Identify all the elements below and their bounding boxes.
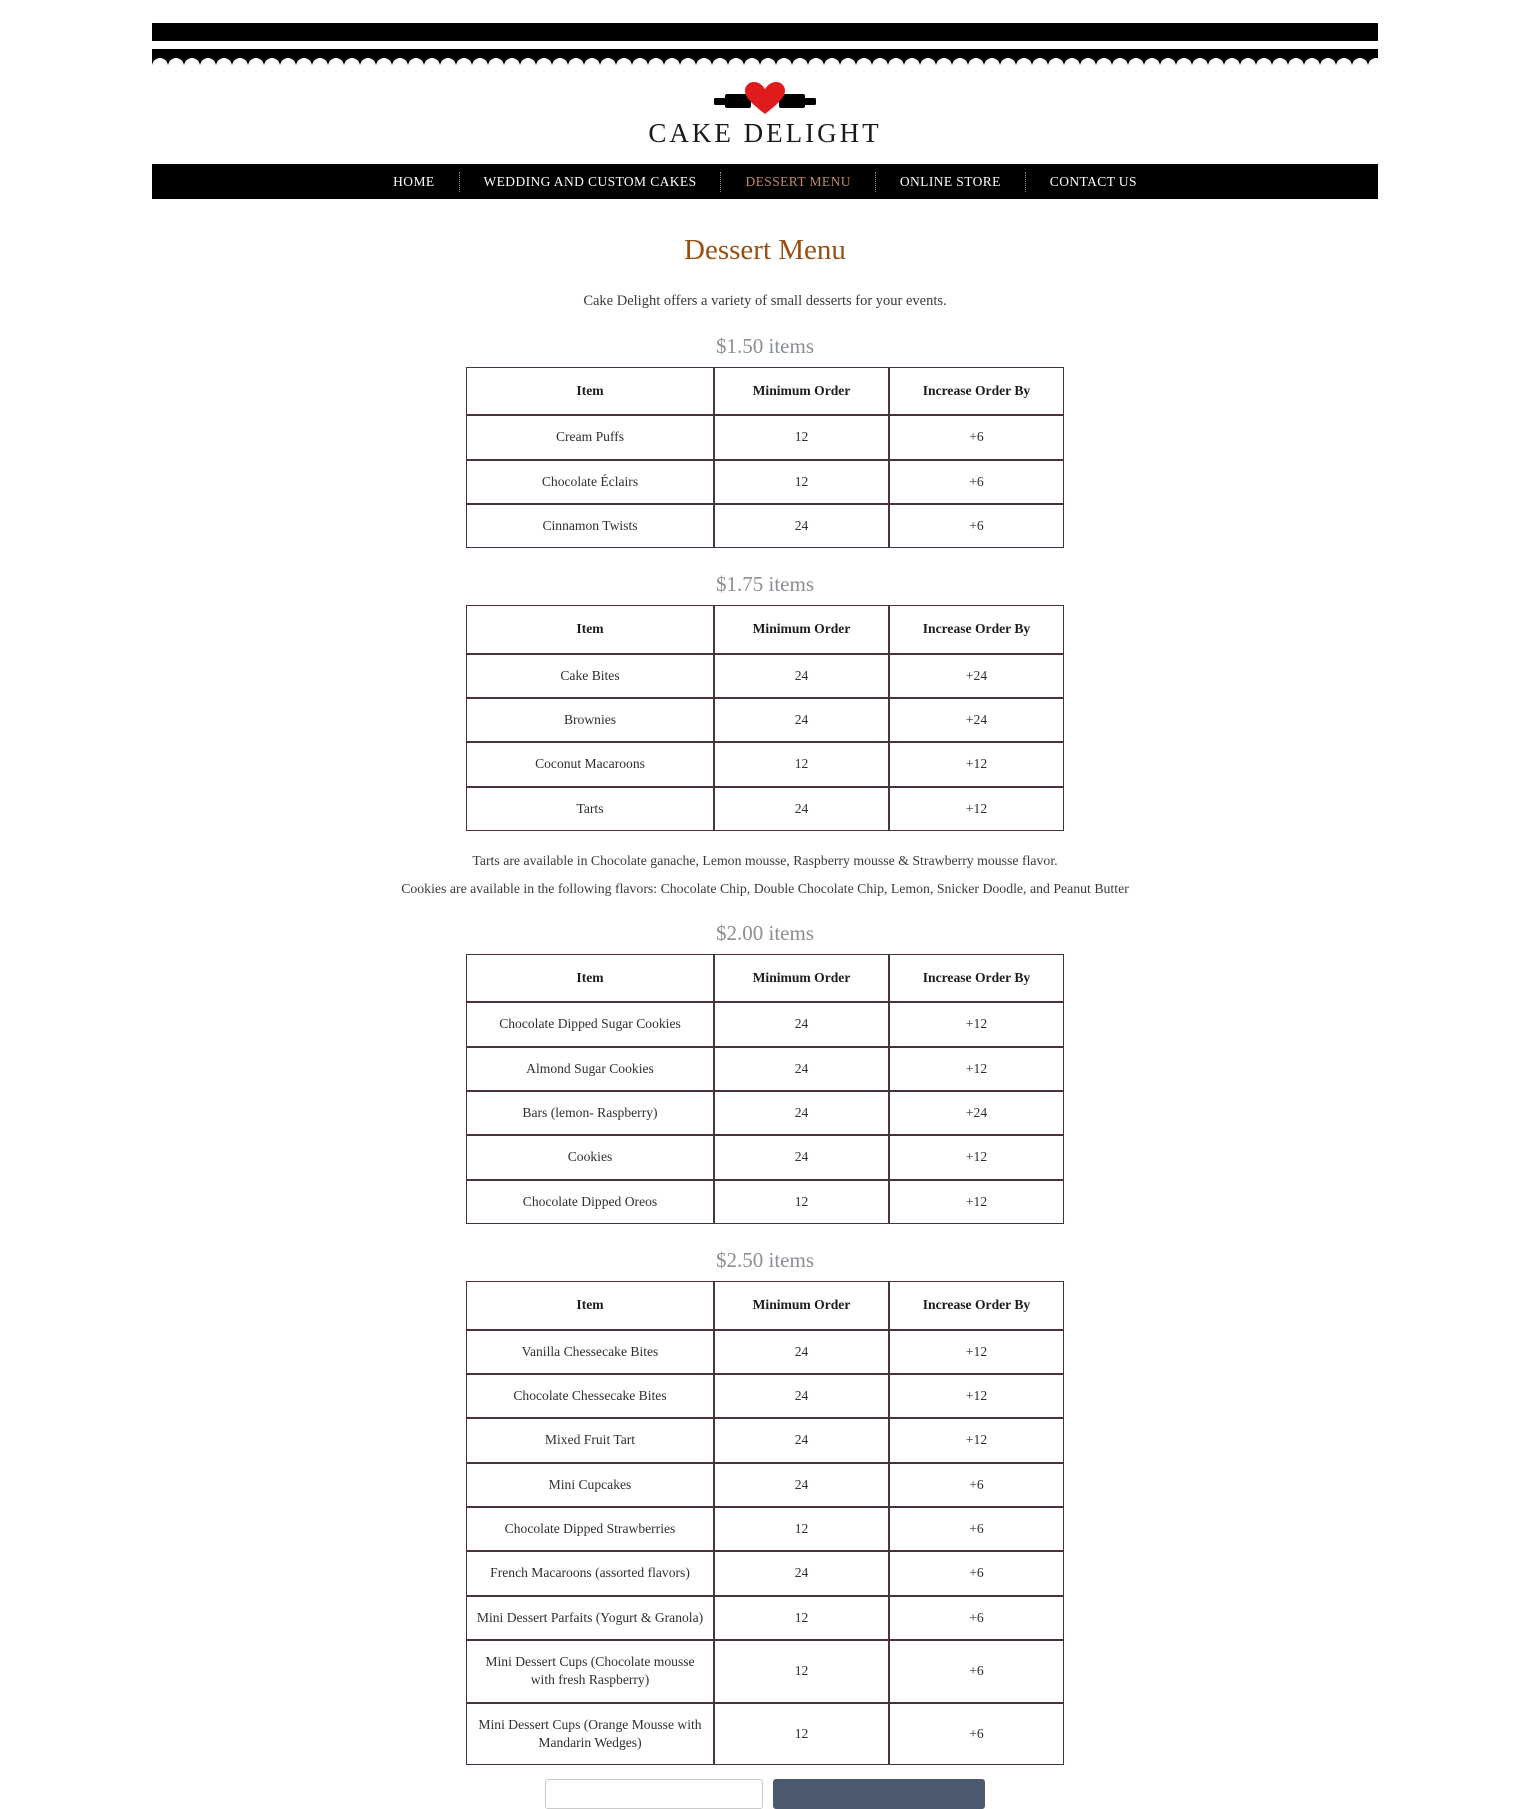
table-row — [466, 1551, 1064, 1595]
cell-inc: +12 — [889, 1418, 1064, 1462]
table-row — [466, 698, 1064, 742]
table-row — [466, 415, 1064, 459]
cell-inc: +12 — [889, 1135, 1064, 1179]
cell-item: Bars (lemon- Raspberry) — [466, 1091, 714, 1135]
cell-inc: +6 — [889, 1507, 1064, 1551]
cell-inc: +24 — [889, 1091, 1064, 1135]
cell-inc: +6 — [889, 1703, 1064, 1766]
table-row — [466, 654, 1064, 698]
table-row — [466, 1091, 1064, 1135]
section-heading-200: $2.00 items — [716, 921, 814, 946]
main-navigation — [152, 164, 1378, 199]
table-row — [466, 1330, 1064, 1374]
table-row — [466, 460, 1064, 504]
decoration-scallop-bar — [152, 49, 1378, 66]
cell-min: 12 — [714, 1640, 889, 1703]
cell-inc: +12 — [889, 742, 1064, 786]
cell-inc: +6 — [889, 1596, 1064, 1640]
menu-table-250 — [466, 1281, 1064, 1765]
cell-min: 24 — [714, 1418, 889, 1462]
section-heading-175: $1.75 items — [716, 572, 814, 597]
cell-inc: +6 — [889, 415, 1064, 459]
page-title: Dessert Menu — [684, 234, 846, 266]
cell-min: 24 — [714, 1047, 889, 1091]
logo-text: CAKE DELIGHT — [648, 118, 882, 148]
cell-item: Chocolate Dipped Strawberries — [466, 1507, 714, 1551]
cell-item: Cream Puffs — [466, 415, 714, 459]
cell-min: 24 — [714, 1374, 889, 1418]
column-header-item: Item — [466, 1281, 714, 1329]
cell-min: 24 — [714, 1463, 889, 1507]
cell-item: French Macaroons (assorted flavors) — [466, 1551, 714, 1595]
cell-min: 24 — [714, 654, 889, 698]
cell-min: 24 — [714, 1551, 889, 1595]
cell-inc: +6 — [889, 1640, 1064, 1703]
subscribe-email-input[interactable] — [545, 1779, 763, 1809]
cell-inc: +6 — [889, 460, 1064, 504]
note-cookies: Cookies are available in the following flavors: Chocolate Chip, Double Chocolate Chip, Lemon, Snicker Doodle, and Peanut Butter — [401, 881, 1129, 897]
table-header-row — [466, 367, 1064, 415]
cell-min: 12 — [714, 1507, 889, 1551]
cell-min: 24 — [714, 1135, 889, 1179]
section-heading-250: $2.50 items — [716, 1248, 814, 1273]
nav-item-online-store[interactable]: ONLINE STORE — [899, 174, 1001, 189]
cell-inc: +12 — [889, 1002, 1064, 1046]
cell-item: Brownies — [466, 698, 714, 742]
subscribe-form — [152, 1779, 1378, 1809]
subscribe-submit-button[interactable] — [773, 1779, 985, 1809]
cell-item: Almond Sugar Cookies — [466, 1047, 714, 1091]
cell-item: Vanilla Chessecake Bites — [466, 1330, 714, 1374]
column-header-increase-order-by: Increase Order By — [889, 1281, 1064, 1329]
column-header-item: Item — [466, 605, 714, 653]
table-row — [466, 787, 1064, 831]
cell-min: 12 — [714, 742, 889, 786]
rolling-pin-heart-icon — [0, 80, 1530, 116]
cell-item: Chocolate Dipped Oreos — [466, 1180, 714, 1224]
table-header-row — [466, 605, 1064, 653]
cell-min: 24 — [714, 1330, 889, 1374]
cell-min: 12 — [714, 1596, 889, 1640]
table-row — [466, 1463, 1064, 1507]
nav-item-contact-us[interactable]: CONTACT US — [1049, 174, 1137, 189]
cell-item: Cookies — [466, 1135, 714, 1179]
cell-inc: +24 — [889, 654, 1064, 698]
header-decoration — [152, 0, 1378, 66]
table-row — [466, 1596, 1064, 1640]
cell-inc: +6 — [889, 1463, 1064, 1507]
column-header-increase-order-by: Increase Order By — [889, 954, 1064, 1002]
menu-table-150 — [466, 367, 1064, 548]
cell-item: Mini Cupcakes — [466, 1463, 714, 1507]
cell-min: 24 — [714, 787, 889, 831]
cell-min: 12 — [714, 460, 889, 504]
cell-item: Mini Dessert Cups (Orange Mousse with Mandarin Wedges) — [466, 1703, 714, 1766]
decoration-gap — [152, 41, 1378, 49]
nav-item-wedding-and-custom-cakes[interactable]: WEDDING AND CUSTOM CAKES — [483, 174, 697, 189]
table-row — [466, 1374, 1064, 1418]
cell-inc: +24 — [889, 698, 1064, 742]
table-row — [466, 1640, 1064, 1703]
site-logo[interactable] — [0, 66, 1530, 155]
cell-min: 12 — [714, 415, 889, 459]
column-header-minimum-order: Minimum Order — [714, 605, 889, 653]
table-row — [466, 742, 1064, 786]
cell-item: Mixed Fruit Tart — [466, 1418, 714, 1462]
cell-min: 12 — [714, 1180, 889, 1224]
cell-min: 24 — [714, 1091, 889, 1135]
decoration-solid-bar — [152, 23, 1378, 41]
cell-inc: +12 — [889, 1330, 1064, 1374]
table-row — [466, 1180, 1064, 1224]
cell-item: Chocolate Dipped Sugar Cookies — [466, 1002, 714, 1046]
cell-item: Mini Dessert Parfaits (Yogurt & Granola) — [466, 1596, 714, 1640]
note-tarts: Tarts are available in Chocolate ganache, Lemon mousse, Raspberry mousse & Strawberry mousse flavor. — [472, 853, 1058, 869]
column-header-minimum-order: Minimum Order — [714, 954, 889, 1002]
cell-item: Chocolate Chessecake Bites — [466, 1374, 714, 1418]
table-row — [466, 1703, 1064, 1766]
intro-text: Cake Delight offers a variety of small desserts for your events. — [583, 293, 947, 309]
cell-inc: +6 — [889, 504, 1064, 548]
nav-item-dessert-menu[interactable]: DESSERT MENU — [745, 174, 851, 189]
cell-min: 24 — [714, 1002, 889, 1046]
cell-item: Cake Bites — [466, 654, 714, 698]
section-heading-150: $1.50 items — [716, 334, 814, 358]
nav-item-home[interactable]: HOME — [393, 174, 435, 189]
column-header-item: Item — [466, 367, 714, 415]
table-header-row — [466, 954, 1064, 1002]
cell-min: 24 — [714, 698, 889, 742]
cell-inc: +12 — [889, 1047, 1064, 1091]
cell-min: 12 — [714, 1703, 889, 1766]
column-header-increase-order-by: Increase Order By — [889, 605, 1064, 653]
table-row — [466, 1507, 1064, 1551]
cell-item: Coconut Macaroons — [466, 742, 714, 786]
cell-inc: +12 — [889, 1374, 1064, 1418]
cell-item: Chocolate Éclairs — [466, 460, 714, 504]
column-header-increase-order-by: Increase Order By — [889, 367, 1064, 415]
column-header-item: Item — [466, 954, 714, 1002]
cell-inc: +12 — [889, 1180, 1064, 1224]
cell-inc: +12 — [889, 787, 1064, 831]
column-header-minimum-order: Minimum Order — [714, 1281, 889, 1329]
table-row — [466, 1418, 1064, 1462]
table-row — [466, 1135, 1064, 1179]
table-header-row — [466, 1281, 1064, 1329]
cell-min: 24 — [714, 504, 889, 548]
menu-table-175 — [466, 605, 1064, 831]
table-row — [466, 1047, 1064, 1091]
cell-item: Cinnamon Twists — [466, 504, 714, 548]
table-row — [466, 504, 1064, 548]
cell-inc: +6 — [889, 1551, 1064, 1595]
cell-item: Mini Dessert Cups (Chocolate mousse with fresh Raspberry) — [466, 1640, 714, 1703]
cell-item: Tarts — [466, 787, 714, 831]
column-header-minimum-order: Minimum Order — [714, 367, 889, 415]
menu-table-200 — [466, 954, 1064, 1224]
table-row — [466, 1002, 1064, 1046]
main-content — [152, 234, 1378, 1765]
